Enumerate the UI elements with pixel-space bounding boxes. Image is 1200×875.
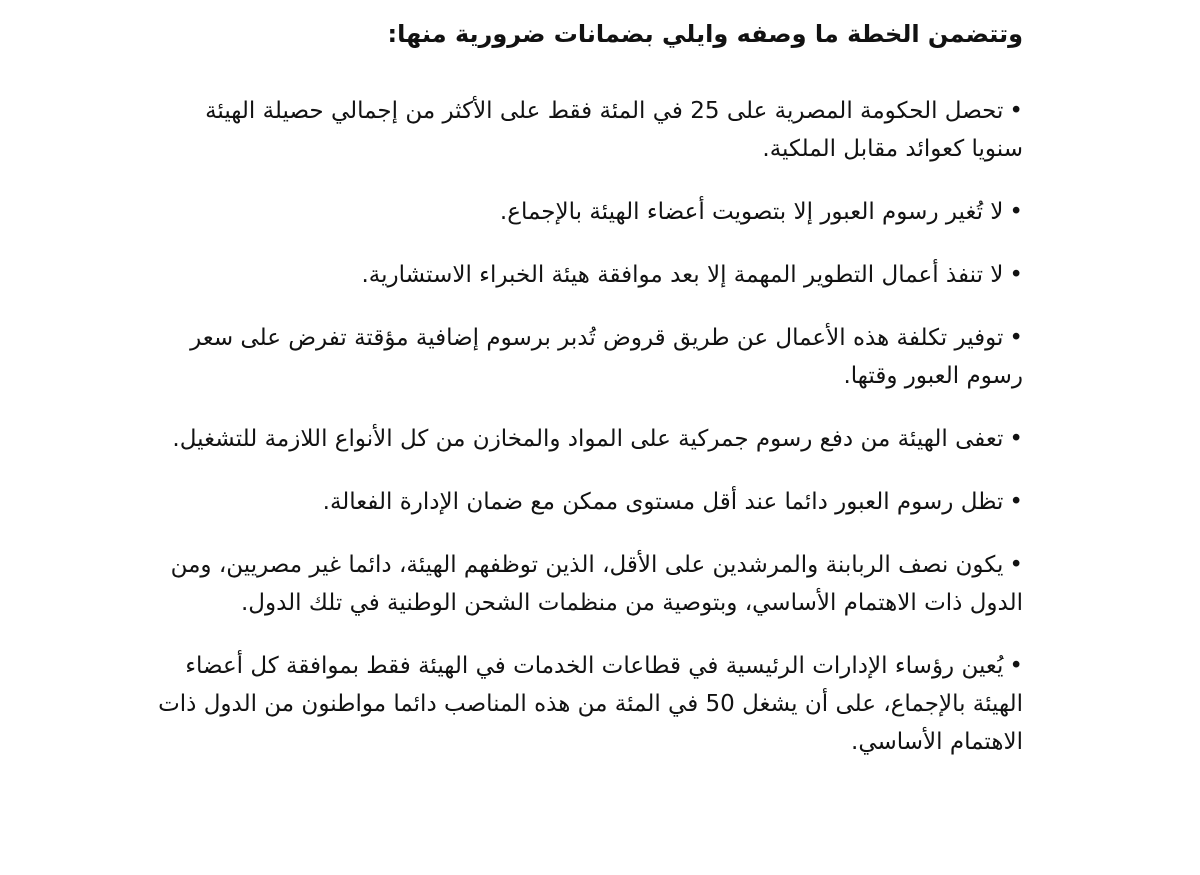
guarantees-list xyxy=(153,92,1023,761)
bullet-icon: • xyxy=(1009,489,1023,515)
list-item xyxy=(153,193,1023,231)
list-item xyxy=(153,483,1023,521)
bullet-icon: • xyxy=(1009,262,1023,288)
list-item xyxy=(153,319,1023,395)
list-item-text: يُعين رؤساء الإدارات الرئيسية في قطاعات الخدمات في الهيئة فقط بموافقة كل أعضاء الهيئة بالإجماع، على أن يشغل 50 في المئة من هذه المناصب دائما مواطنون من الدول ذات الاهتمام الأساسي. xyxy=(158,653,1023,755)
list-item-text: توفير تكلفة هذه الأعمال عن طريق قروض تُدبر برسوم إضافية مؤقتة تفرض على سعر رسوم العبور وقتها. xyxy=(190,325,1023,389)
list-item-text: تعفى الهيئة من دفع رسوم جمركية على المواد والمخازن من كل الأنواع اللازمة للتشغيل. xyxy=(172,426,1004,452)
list-item xyxy=(153,420,1023,458)
list-item-text: تظل رسوم العبور دائما عند أقل مستوى ممكن مع ضمان الإدارة الفعالة. xyxy=(322,489,1004,515)
bullet-icon: • xyxy=(1009,426,1023,452)
list-item xyxy=(153,92,1023,168)
intro-heading: وتتضمن الخطة ما وصفه وايلي بضمانات ضرورية منها: xyxy=(387,20,1023,48)
list-item-text: يكون نصف الربابنة والمرشدين على الأقل، الذين توظفهم الهيئة، دائما غير مصريين، ومن الدول ذات الاهتمام الأساسي، وبتوصية من منظمات الشحن الوطنية في تلك الدول. xyxy=(170,552,1023,616)
list-item xyxy=(153,546,1023,622)
list-item-text: لا تُغير رسوم العبور إلا بتصويت أعضاء الهيئة بالإجماع. xyxy=(499,199,1004,225)
article-body xyxy=(153,10,1023,786)
list-item-text: تحصل الحكومة المصرية على 25 في المئة فقط على الأكثر من إجمالي حصيلة الهيئة سنويا كعوائد مقابل الملكية. xyxy=(205,98,1023,162)
list-item xyxy=(153,256,1023,294)
bullet-icon: • xyxy=(1009,325,1023,351)
bullet-icon: • xyxy=(1009,199,1023,225)
bullet-icon: • xyxy=(1009,98,1023,124)
bullet-icon: • xyxy=(1009,552,1023,578)
bullet-icon: • xyxy=(1009,653,1023,679)
list-item xyxy=(153,647,1023,761)
list-item-text: لا تنفذ أعمال التطوير المهمة إلا بعد موافقة هيئة الخبراء الاستشارية. xyxy=(361,262,1004,288)
